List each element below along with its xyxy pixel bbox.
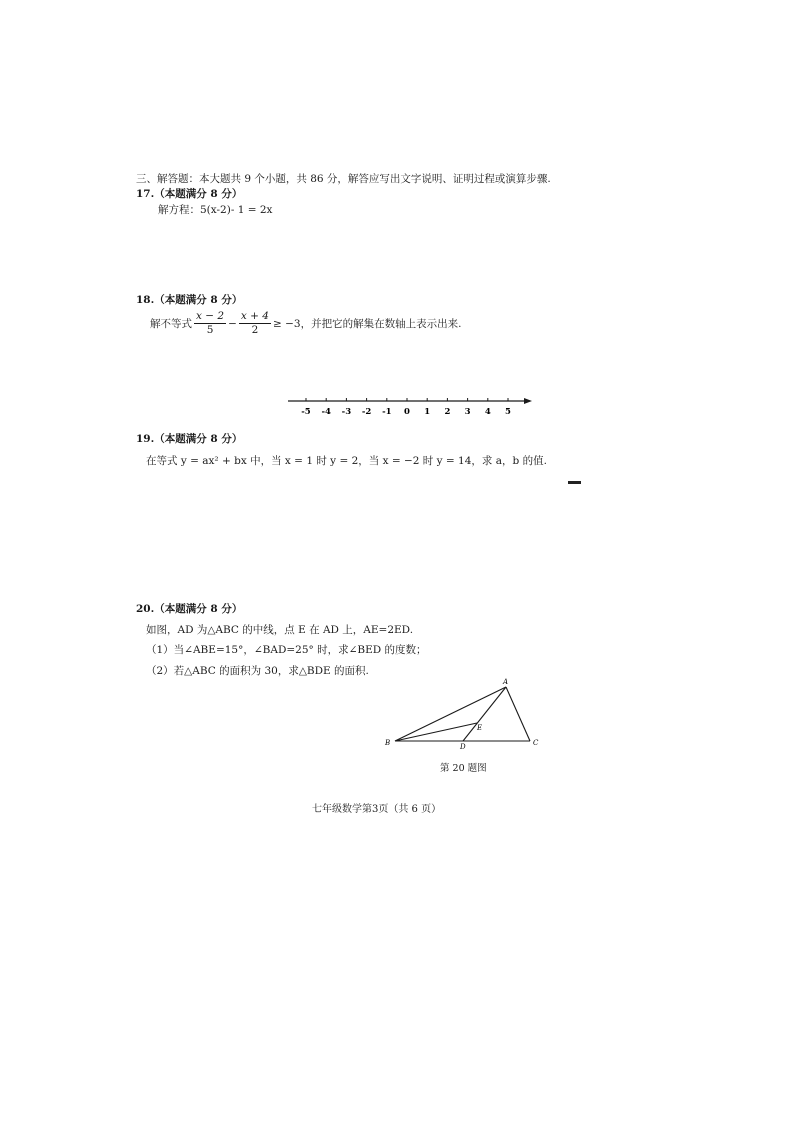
number-line-tick-label: 3 xyxy=(464,407,471,417)
scan-mark xyxy=(568,481,581,484)
label-a: A xyxy=(503,678,509,686)
number-line-tick-label: 2 xyxy=(444,407,451,417)
number-line-tick-label: 1 xyxy=(424,407,431,417)
q20-line2: （1）当∠ABE=15°，∠BAD=25° 时，求∠BED 的度数； xyxy=(146,644,427,656)
number-line-tick-label: 5 xyxy=(505,407,511,417)
q18-minus: − xyxy=(228,317,237,330)
number-line-tick-label: -4 xyxy=(321,407,331,417)
number-line-arrow-icon xyxy=(524,398,532,404)
q18-title: 18.（本题满分 8 分） xyxy=(136,294,243,306)
q18-fraction-2 xyxy=(239,310,271,337)
segment-ac xyxy=(506,687,530,741)
number-line-tick-label: 0 xyxy=(404,407,410,417)
triangle-figure xyxy=(380,675,545,750)
q18-frac1-denominator: 5 xyxy=(206,324,214,336)
figure-caption: 第 20 题图 xyxy=(440,763,487,774)
number-line xyxy=(280,392,540,420)
q18-frac1-numerator: x − 2 xyxy=(196,310,225,322)
q17-title: 17.（本题满分 8 分） xyxy=(136,188,243,200)
q18-inequality xyxy=(150,310,461,337)
number-line-tick-label: 4 xyxy=(484,407,491,417)
number-line-tick-label: -1 xyxy=(382,407,392,417)
q18-frac2-numerator: x + 4 xyxy=(240,310,269,322)
q18-suffix: ≥ −3，并把它的解集在数轴上表示出来. xyxy=(272,317,462,330)
label-c: C xyxy=(533,739,539,747)
q18-frac2-denominator: 2 xyxy=(251,324,259,336)
page-footer: 七年级数学第3页（共 6 页） xyxy=(312,804,442,815)
number-line-tick-label: -2 xyxy=(361,407,372,417)
segment-ba xyxy=(395,687,506,741)
label-d: D xyxy=(460,743,466,750)
q20-line1: 如图，AD 为△ABC 的中线，点 E 在 AD 上，AE=2ED. xyxy=(146,624,414,636)
q20-line3: （2）若△ABC 的面积为 30，求△BDE 的面积. xyxy=(146,665,369,677)
q18-prefix: 解不等式 xyxy=(150,317,192,330)
label-b: B xyxy=(385,739,391,747)
q19-body: 在等式 y = ax² + bx 中，当 x = 1 时 y = 2，当 x = −2 时 y = 14，求 a，b 的值. xyxy=(146,455,547,467)
label-e: E xyxy=(477,724,483,732)
q20-title: 20.（本题满分 8 分） xyxy=(136,603,243,615)
section-header: 三、解答题：本大题共 9 个小题，共 86 分，解答应写出文字说明、证明过程或演算步骤. xyxy=(136,173,551,185)
q19-title: 19.（本题满分 8 分） xyxy=(136,433,243,445)
number-line-tick-label: -3 xyxy=(341,407,352,417)
number-line-tick-label: -5 xyxy=(301,407,311,417)
segment-ad xyxy=(463,687,506,741)
q18-fraction-1 xyxy=(194,310,226,337)
q17-body: 解方程：5(x-2)- 1 = 2x xyxy=(158,204,273,216)
